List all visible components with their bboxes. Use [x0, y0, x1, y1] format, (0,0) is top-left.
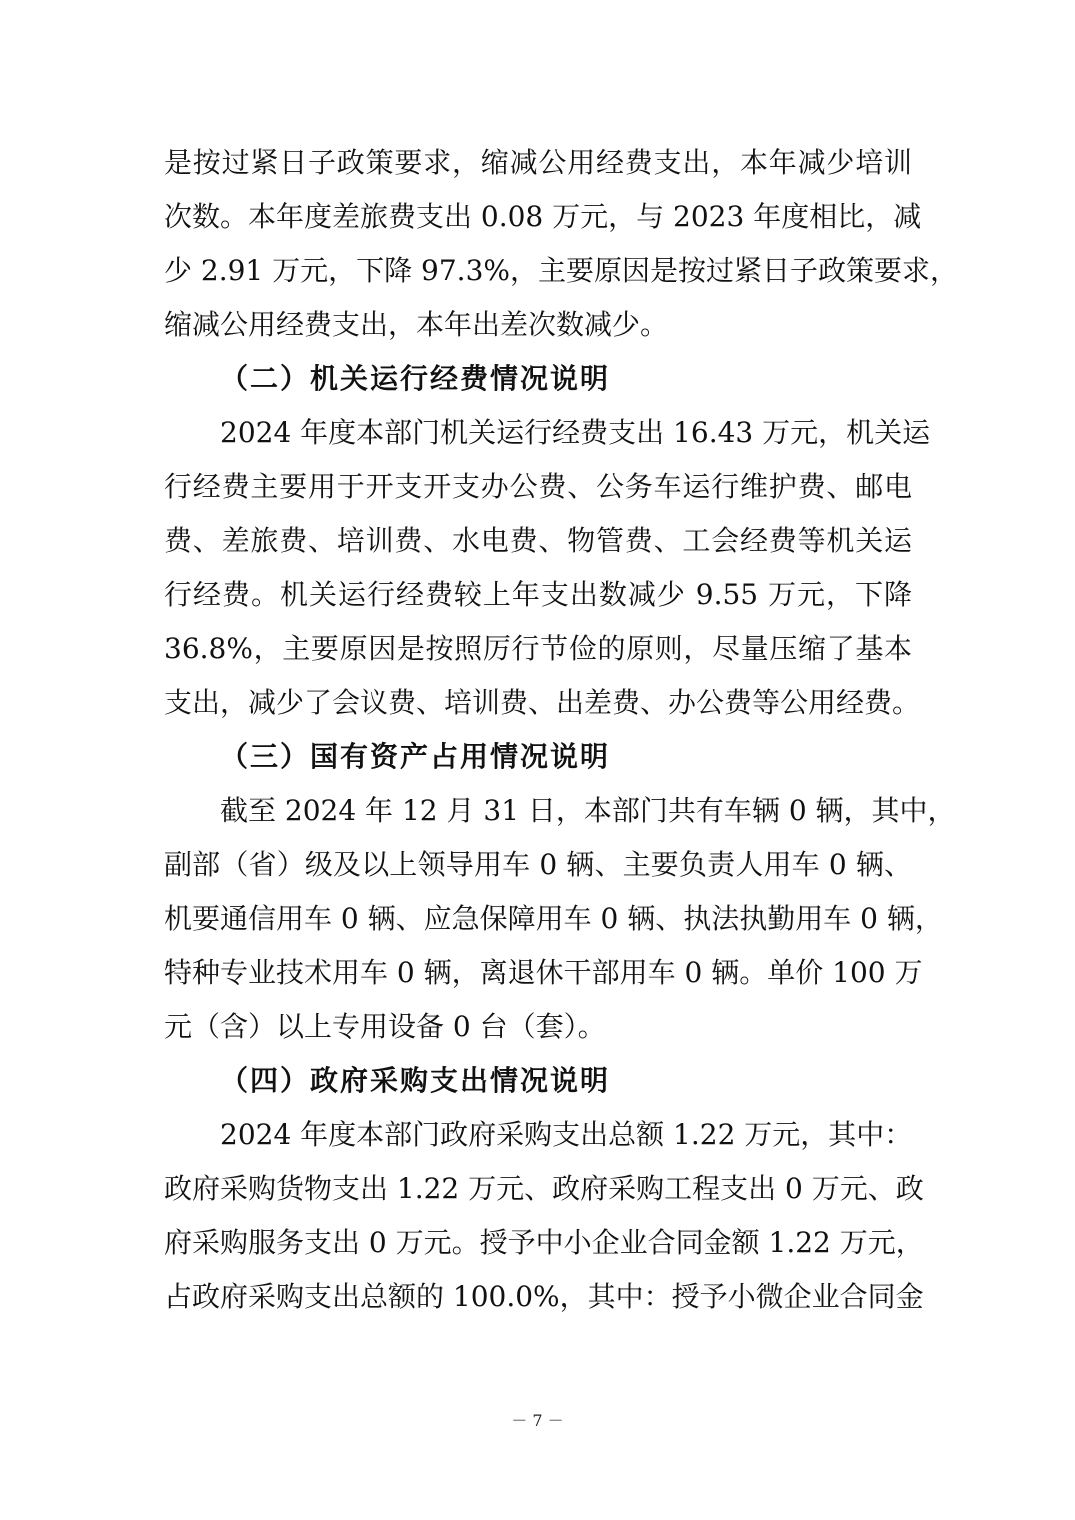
- text-line: 机要通信用车 0 辆、应急保障用车 0 辆、执法执勤用车 0 辆，: [164, 902, 943, 935]
- text-line: 行经费。机关运行经费较上年支出数减少 9.55 万元，下降: [164, 578, 912, 611]
- section-heading-procurement: （四）政府采购支出情况说明: [220, 1064, 611, 1097]
- text-line: 36.8%，主要原因是按照厉行节俭的原则，尽量压缩了基本: [164, 632, 912, 665]
- text-line: 政府采购货物支出 1.22 万元、政府采购工程支出 0 万元、政: [164, 1172, 924, 1205]
- paragraph-state-assets: [164, 784, 956, 1054]
- text-line: 占政府采购支出总额的 100.0%，其中：授予小微企业合同金: [164, 1280, 924, 1313]
- section-heading-state-assets: （三）国有资产占用情况说明: [220, 740, 611, 773]
- text-line: 缩减公用经费支出，本年出差次数减少。: [164, 308, 669, 341]
- text-line: 是按过紧日子政策要求，缩减公用经费支出，本年减少培训: [164, 146, 912, 179]
- page-body: [164, 136, 958, 1324]
- paragraph-training-travel: [164, 136, 958, 352]
- text-line: 支出，减少了会议费、培训费、出差费、办公费等公用经费。: [164, 686, 921, 719]
- text-line: 截至 2024 年 12 月 31 日，本部门共有车辆 0 辆，其中，: [220, 794, 956, 827]
- text-line: 少 2.91 万元，下降 97.3%，主要原因是按过紧日子政策要求，: [164, 254, 958, 287]
- text-line: 2024 年度本部门机关运行经费支出 16.43 万元，机关运: [220, 416, 931, 449]
- text-line: 2024 年度本部门政府采购支出总额 1.22 万元，其中：: [220, 1118, 913, 1151]
- section-heading-operating-expenses: （二）机关运行经费情况说明: [220, 362, 611, 395]
- text-line: 行经费主要用于开支开支办公费、公务车运行维护费、邮电: [164, 470, 912, 503]
- paragraph-operating-expenses: [164, 406, 931, 730]
- text-line: 次数。本年度差旅费支出 0.08 万元，与 2023 年度相比，减: [164, 200, 922, 233]
- text-line: 副部（省）级及以上领导用车 0 辆、主要负责人用车 0 辆、: [164, 848, 912, 881]
- paragraph-procurement: [164, 1108, 924, 1324]
- page-number: － 7 －: [511, 1411, 564, 1430]
- text-line: 费、差旅费、培训费、水电费、物管费、工会经费等机关运: [164, 524, 912, 557]
- text-line: 府采购服务支出 0 万元。授予中小企业合同金额 1.22 万元，: [164, 1226, 924, 1259]
- text-line: 特种专业技术用车 0 辆，离退休干部用车 0 辆。单价 100 万: [164, 956, 923, 989]
- text-line: 元（含）以上专用设备 0 台（套）。: [164, 1010, 606, 1043]
